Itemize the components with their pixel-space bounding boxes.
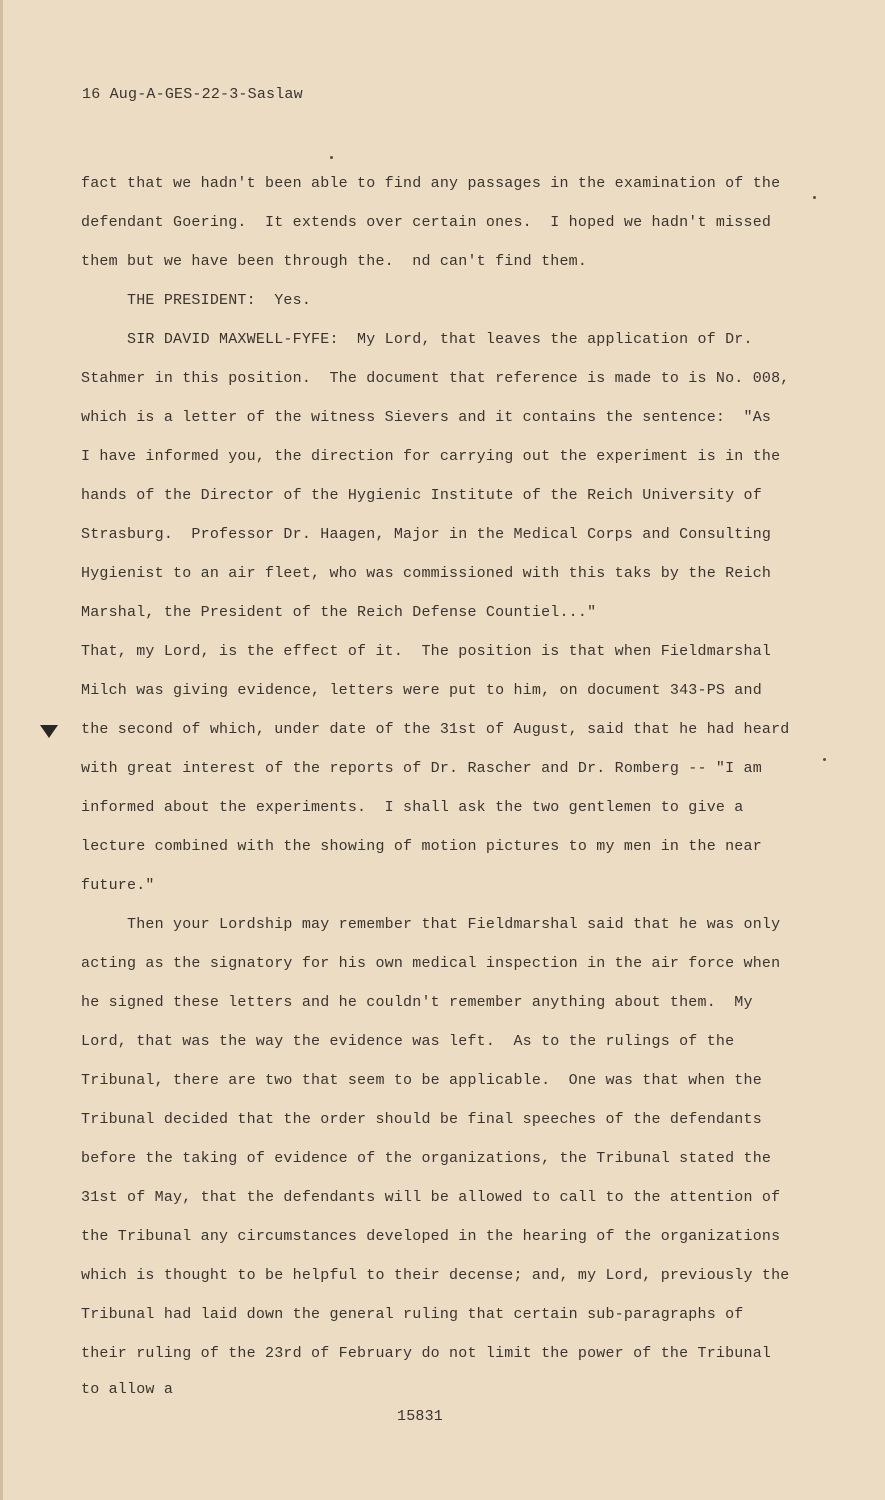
body-line: to allow a [81,1381,174,1398]
body-line: he signed these letters and he couldn't remember anything about them. My [81,994,753,1011]
body-line: 31st of May, that the defendants will be allowed to call to the attention of [81,1189,781,1206]
paper-speck [330,156,333,159]
body-line: them but we have been through the. nd can't find them. [81,253,588,270]
body-line: the Tribunal any circumstances developed in the hearing of the organizations [81,1228,781,1245]
body-line: Then your Lordship may remember that Fieldmarshal said that he was only [81,916,781,933]
margin-arrow-mark [40,725,58,738]
body-line: defendant Goering. It extends over certain ones. I hoped we hadn't missed [81,214,772,231]
body-line: acting as the signatory for his own medical inspection in the air force when [81,955,781,972]
body-line: the second of which, under date of the 31st of August, said that he had heard [81,721,790,738]
body-line: lecture combined with the showing of motion pictures to my men in the near [81,838,762,855]
body-line: fact that we hadn't been able to find any passages in the examination of the [81,175,781,192]
body-line: Milch was giving evidence, letters were put to him, on document 343-PS and [81,682,762,699]
paper-speck [813,196,816,199]
body-line: with great interest of the reports of Dr. Rascher and Dr. Romberg -- "I am [81,760,762,777]
body-line: Tribunal, there are two that seem to be applicable. One was that when the [81,1072,762,1089]
body-line: SIR DAVID MAXWELL-FYFE: My Lord, that leaves the application of Dr. [81,331,753,348]
body-line: their ruling of the 23rd of February do not limit the power of the Tribunal [81,1345,772,1362]
body-line: THE PRESIDENT: Yes. [81,292,312,309]
body-line: Tribunal had laid down the general ruling that certain sub-paragraphs of [81,1306,744,1323]
body-line: Tribunal decided that the order should be final speeches of the defendants [81,1111,762,1128]
paper-speck [823,758,826,761]
body-line: which is thought to be helpful to their decense; and, my Lord, previously the [81,1267,790,1284]
body-line: informed about the experiments. I shall ask the two gentlemen to give a [81,799,744,816]
body-line: Lord, that was the way the evidence was left. As to the rulings of the [81,1033,735,1050]
body-line: Strasburg. Professor Dr. Haagen, Major in the Medical Corps and Consulting [81,526,772,543]
body-line: hands of the Director of the Hygienic Institute of the Reich University of [81,487,762,504]
body-line: which is a letter of the witness Sievers and it contains the sentence: "As [81,409,772,426]
body-line: future." [81,877,155,894]
document-reference-header: 16 Aug-A-GES-22-3-Saslaw [82,86,303,103]
body-line: That, my Lord, is the effect of it. The position is that when Fieldmarshal [81,643,772,660]
body-line: I have informed you, the direction for carrying out the experiment is in the [81,448,781,465]
page-number: 15831 [397,1408,444,1425]
body-line: Hygienist to an air fleet, who was commissioned with this taks by the Reich [81,565,772,582]
body-line: Marshal, the President of the Reich Defense Countiel..." [81,604,597,621]
body-line: Stahmer in this position. The document that reference is made to is No. 008, [81,370,790,387]
body-line: before the taking of evidence of the organizations, the Tribunal stated the [81,1150,772,1167]
